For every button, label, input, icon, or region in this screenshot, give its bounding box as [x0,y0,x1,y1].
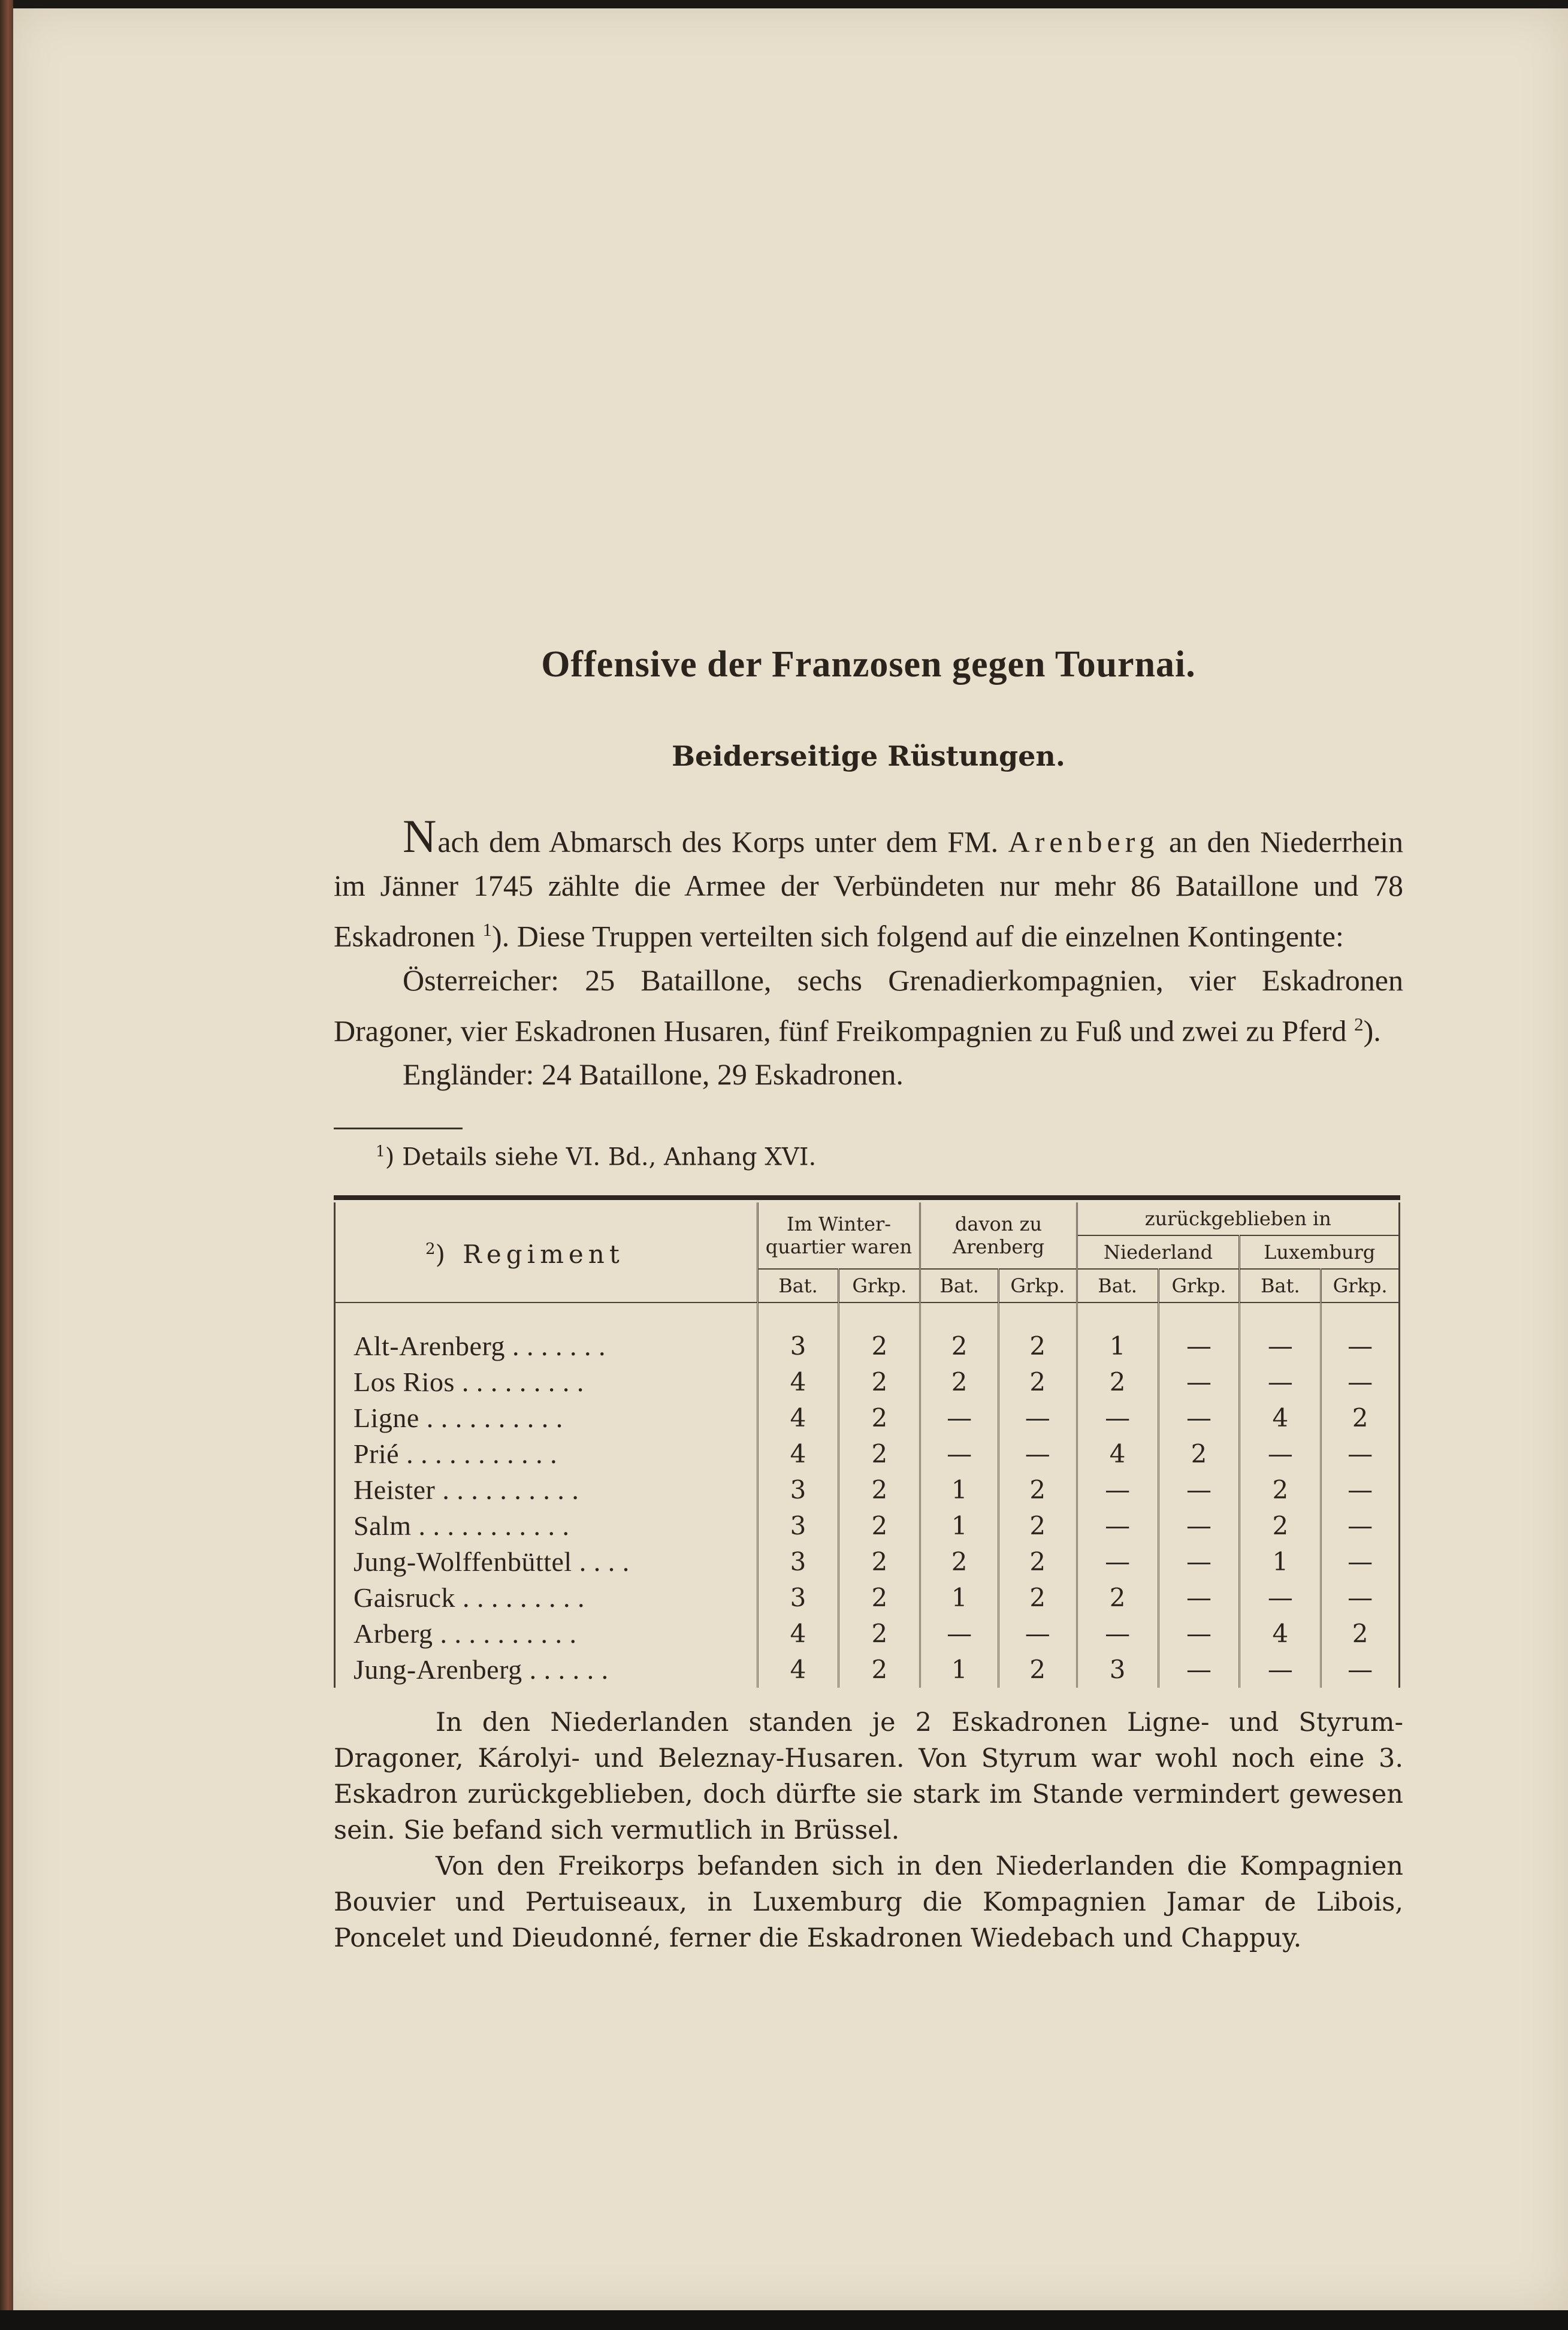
regiment-name: Ligne . . . . . . . . . . [335,1400,758,1436]
cell-value: 2 [998,1472,1077,1508]
table-top-rule [334,1195,1400,1200]
cell-value: 2 [839,1472,920,1508]
paragraph-intro-text-c: ). Diese Truppen verteilten sich folgend auf die einzelnen Kontingente: [492,919,1344,953]
header-grkp: Grkp. [1321,1269,1400,1302]
cell-value: — [1158,1364,1240,1400]
cell-value: 2 [998,1580,1077,1616]
paragraph-intro-text-a: ach dem Abmarsch des Korps unter dem FM. [437,825,1008,859]
cell-value: 4 [757,1652,839,1688]
paragraph-austrians-text-b: ). [1363,1014,1381,1048]
table-row [335,1472,1400,1508]
cell-value: 2 [998,1508,1077,1544]
cell-value: 4 [757,1436,839,1472]
cell-value: 2 [839,1508,920,1544]
table-row [335,1652,1400,1688]
regiment-table-wrapper [334,1195,1400,1688]
regiment-name: Alt-Arenberg . . . . . . . [335,1328,758,1364]
cell-value: — [1240,1652,1321,1688]
cell-value: 1 [920,1472,999,1508]
cell-value: — [1077,1400,1158,1436]
paragraph-austrians-text-a: Österreicher: 25 Bataillone, sechs Grenadierkompagnien, vier Eskadronen Dragoner, vier Eskadronen Husaren, fünf Freikompagnien zu Fuß und zwei zu Pferd [334,963,1403,1048]
cell-value: 2 [1321,1616,1400,1652]
cell-value: 2 [839,1364,920,1400]
cell-value: 2 [1321,1400,1400,1436]
cell-value: — [1240,1328,1321,1364]
header-luxemburg: Luxemburg [1240,1235,1400,1269]
header-grkp: Grkp. [998,1269,1077,1302]
cell-value: 2 [839,1328,920,1364]
header-regiment [335,1202,758,1302]
cell-value: — [920,1616,999,1652]
cell-value: 4 [757,1400,839,1436]
table-row [335,1616,1400,1652]
cell-value: — [920,1436,999,1472]
cell-value: 2 [1158,1436,1240,1472]
paragraph-austrians [334,959,1403,1053]
cell-value: 2 [1240,1508,1321,1544]
cell-value: 3 [757,1328,839,1364]
cell-value: 2 [998,1364,1077,1400]
person-name-arenberg: Arenberg [1008,825,1159,859]
cell-value: 4 [757,1364,839,1400]
cell-value: — [1158,1652,1240,1688]
table-row [335,1544,1400,1580]
cell-value: 2 [839,1616,920,1652]
header-grkp: Grkp. [1158,1269,1240,1302]
footnote-1-marker: 1 [376,1143,385,1161]
footnote-1-text: ) Details siehe VI. Bd., Anhang XVI. [385,1143,817,1171]
paragraph-english: Engländer: 24 Bataillone, 29 Eskadronen. [403,1057,904,1092]
cell-value: 1 [920,1652,999,1688]
regiment-name: Jung-Wolffenbüttel . . . . [335,1544,758,1580]
cell-value: 3 [757,1544,839,1580]
cell-value: 1 [1240,1544,1321,1580]
cell-value: — [1158,1400,1240,1436]
note-netherlands-squadrons: In den Niederlanden standen je 2 Eskadronen Ligne- und Styrum-Dragoner, Károlyi- und Beleznay-Husaren. Von Styrum war wohl noch eine 3. Eskadron zurückgeblieben, doch dürfte sie stark im Stande vermindert gewesen sein. Sie befand sich vermutlich in Brüssel. [334,1707,1403,1845]
cell-value: 3 [757,1580,839,1616]
cell-value: — [1321,1436,1400,1472]
table-row [335,1364,1400,1400]
table-header-row-1 [335,1202,1400,1235]
cell-value: 2 [998,1652,1077,1688]
footnote-2-marker: 2 [425,1240,436,1259]
cell-value: 2 [839,1652,920,1688]
regiment-name: Prié . . . . . . . . . . . [335,1436,758,1472]
regiment-name: Jung-Arenberg . . . . . . [335,1652,758,1688]
paragraph-intro [334,810,1404,959]
table-row [335,1580,1400,1616]
cell-value: 2 [920,1364,999,1400]
footnote-ref-1[interactable]: 1 [482,919,493,940]
regiment-name: Los Rios . . . . . . . . . [335,1364,758,1400]
cell-value: 1 [1077,1328,1158,1364]
paragraph-intro-text-b: an den Niederrhein im Jänner 1745 zählte die Armee der Verbündeten nur mehr 86 Bataillone und 78 Eskadronen [334,825,1404,953]
cell-value: 4 [1240,1400,1321,1436]
cell-value: 2 [998,1328,1077,1364]
header-grkp: Grkp. [839,1269,920,1302]
page-content [334,643,1403,1956]
cell-value: — [1158,1472,1240,1508]
cell-value: — [1158,1544,1240,1580]
table-spacer-row [335,1302,1400,1328]
cell-value: 1 [920,1508,999,1544]
footnote-ref-2[interactable]: 2 [1354,1013,1364,1035]
cell-value: 2 [920,1544,999,1580]
cell-value: 2 [920,1328,999,1364]
header-bat: Bat. [1077,1269,1158,1302]
header-regiment-label: ) Regiment [435,1240,624,1270]
cell-value: — [1077,1508,1158,1544]
cell-value: 3 [757,1508,839,1544]
cell-value: — [1158,1580,1240,1616]
cell-value: — [998,1436,1077,1472]
cell-value: — [1321,1328,1400,1364]
cell-value: — [1321,1652,1400,1688]
cell-value: — [1321,1508,1400,1544]
cell-value: 1 [920,1580,999,1616]
regiment-table [334,1202,1400,1688]
cell-value: — [1158,1508,1240,1544]
regiment-name: Salm . . . . . . . . . . . [335,1508,758,1544]
cell-value: 3 [757,1472,839,1508]
cell-value: — [998,1616,1077,1652]
cell-value: — [1240,1364,1321,1400]
table-row [335,1436,1400,1472]
cell-value: — [920,1400,999,1436]
book-spine-edge [0,0,13,2330]
header-niederland: Niederland [1077,1235,1240,1269]
scan-bottom-border [0,2310,1568,2330]
footnote-divider [334,1128,463,1129]
regiment-name: Heister . . . . . . . . . . [335,1472,758,1508]
cell-value: 4 [1077,1436,1158,1472]
cell-value: — [1077,1616,1158,1652]
cell-value: 2 [839,1580,920,1616]
section-subtitle: Beiderseitige Rüstungen. [672,740,1065,772]
cell-value: — [1321,1580,1400,1616]
table-row [335,1508,1400,1544]
cell-value: 2 [998,1544,1077,1580]
cell-value: — [1240,1436,1321,1472]
header-winterquartier: Im Winter-quartier waren [757,1202,920,1269]
header-arenberg: davon zu Arenberg [920,1202,1077,1269]
table-row [335,1400,1400,1436]
drop-cap: N [403,810,438,862]
page-title: Offensive der Franzosen gegen Tournai. [541,644,1196,685]
cell-value: — [1077,1472,1158,1508]
cell-value: 3 [1077,1652,1158,1688]
footnote-1 [376,1143,1403,1171]
regiment-name: Gaisruck . . . . . . . . . [335,1580,758,1616]
cell-value: 2 [1077,1364,1158,1400]
table-row [335,1328,1400,1364]
cell-value: — [998,1400,1077,1436]
cell-value: 4 [757,1616,839,1652]
note-free-corps: Von den Freikorps befanden sich in den Niederlanden die Kompagnien Bouvier und Pertuiseaux, in Luxemburg die Kompagnien Jamar de Libois, Poncelet und Dieudonné, ferner die Eskadronen Wiedebach und Chappuy. [334,1851,1403,1953]
cell-value: 2 [839,1400,920,1436]
cell-value: 2 [1240,1472,1321,1508]
cell-value: — [1240,1580,1321,1616]
header-bat: Bat. [757,1269,839,1302]
cell-value: — [1321,1544,1400,1580]
cell-value: 2 [839,1436,920,1472]
header-bat: Bat. [920,1269,999,1302]
cell-value: 4 [1240,1616,1321,1652]
bleed-through-mark [337,215,343,248]
cell-value: — [1321,1364,1400,1400]
cell-value: — [1158,1328,1240,1364]
regiment-name: Arberg . . . . . . . . . . [335,1616,758,1652]
cell-value: 2 [839,1544,920,1580]
header-bat: Bat. [1240,1269,1321,1302]
cell-value: — [1158,1616,1240,1652]
document-page [13,8,1568,2310]
header-zurueckgeblieben: zurückgeblieben in [1077,1202,1399,1235]
cell-value: — [1321,1472,1400,1508]
cell-value: 2 [1077,1580,1158,1616]
cell-value: — [1077,1544,1158,1580]
